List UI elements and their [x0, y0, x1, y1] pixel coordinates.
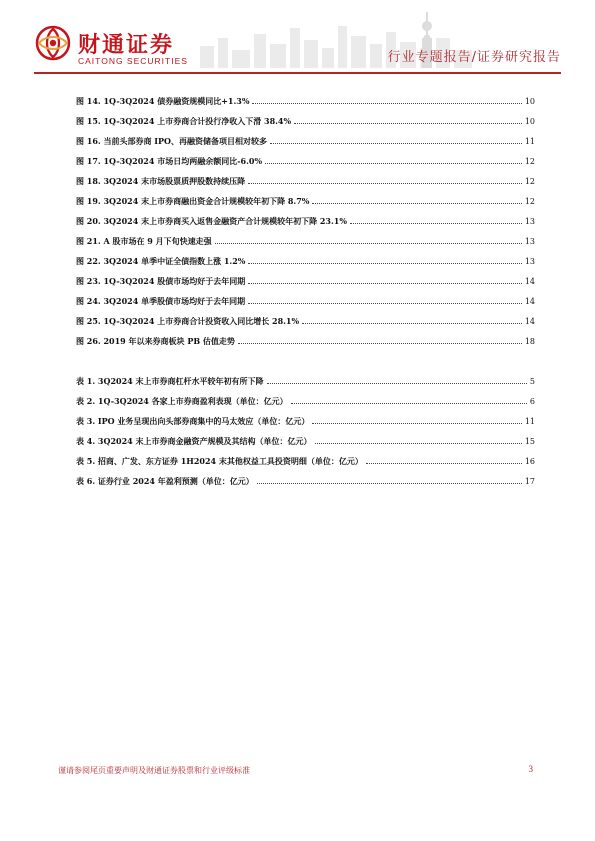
logo-emblem-icon: [34, 24, 72, 62]
toc-entry-title: 图 17. 1Q-3Q2024 市场日均两融余额同比-6.0%: [76, 156, 263, 166]
toc-entry-page: 11: [524, 417, 535, 426]
toc-entry-page: 18: [524, 337, 535, 346]
toc-leader-dots: [215, 242, 522, 244]
company-logo: [34, 24, 188, 74]
toc-leader-dots: [248, 282, 522, 284]
toc-entry-title: 图 21. A 股市场在 9 月下旬快速走强: [76, 236, 212, 246]
toc-entry-title: 表 4. 3Q2024 末上市券商金融资产规模及其结构（单位：亿元）: [76, 436, 312, 446]
toc-entry-page: 14: [524, 277, 535, 286]
toc-leader-dots: [257, 482, 522, 484]
toc-entry[interactable]: [76, 414, 535, 427]
toc-leader-dots: [248, 262, 521, 264]
toc-entry-page: 12: [524, 177, 535, 186]
toc-entry-page: 14: [524, 297, 535, 306]
toc-entry[interactable]: [76, 454, 535, 467]
toc-entry-title: 表 3. IPO 业务呈现出向头部券商集中的马太效应（单位：亿元）: [76, 416, 310, 426]
toc-entry[interactable]: [76, 134, 535, 147]
toc-entry[interactable]: [76, 274, 535, 287]
toc-entry-title: 图 23. 1Q-3Q2024 股债市场均好于去年同期: [76, 276, 246, 286]
toc-entry-page: 16: [524, 457, 535, 466]
page-header: [0, 0, 595, 92]
toc-leader-dots: [366, 462, 522, 464]
logo-text-cn: 财通证券: [78, 33, 175, 58]
header-divider: [34, 72, 561, 74]
toc-leader-dots: [350, 222, 522, 224]
toc-entry-title: 图 18. 3Q2024 末市场股票质押股数持续压降: [76, 176, 246, 186]
report-type-label: 行业专题报告/证券研究报告: [387, 50, 561, 65]
toc-entry[interactable]: [76, 114, 535, 127]
toc-entry[interactable]: [76, 234, 535, 247]
toc-entry[interactable]: [76, 194, 535, 207]
toc-entry-page: 12: [524, 157, 535, 166]
toc-entry-title: 图 15. 1Q-3Q2024 上市券商合计投行净收入下滑 38.4%: [76, 116, 292, 126]
toc-entry[interactable]: [76, 214, 535, 227]
toc-leader-dots: [291, 402, 527, 404]
toc-entry-page: 13: [524, 217, 535, 226]
toc-entry-title: 图 25. 1Q-3Q2024 上市券商合计投资收入同比增长 28.1%: [76, 316, 300, 326]
toc-entry-page: 15: [524, 437, 535, 446]
toc-entry-page: 11: [524, 137, 535, 146]
toc-leader-dots: [265, 162, 522, 164]
toc-entry-page: 13: [524, 257, 535, 266]
toc-entry[interactable]: [76, 394, 535, 407]
toc-entry-title: 图 19. 3Q2024 末上市券商融出资金合计规模较年初下降 8.7%: [76, 196, 310, 206]
toc-leader-dots: [315, 442, 522, 444]
toc-entry-title: 图 20. 3Q2024 末上市券商买入返售金融资产合计规模较年初下降 23.1%: [76, 216, 347, 226]
toc-leader-dots: [270, 142, 522, 144]
toc-leader-dots: [267, 382, 527, 384]
toc-entry-title: 图 24. 3Q2024 单季股债市场均好于去年同期: [76, 296, 246, 306]
logo-text-en: CAITONG SECURITIES: [78, 56, 188, 66]
toc-entry[interactable]: [76, 314, 535, 327]
toc-entry-page: 13: [524, 237, 535, 246]
toc-leader-dots: [312, 202, 521, 204]
toc-leader-dots: [238, 342, 522, 344]
toc-entry[interactable]: [76, 254, 535, 267]
toc-entry-page: 12: [524, 197, 535, 206]
toc-entry-page: 10: [524, 97, 535, 106]
toc-leader-dots: [248, 182, 522, 184]
toc-entry-page: 10: [524, 117, 535, 126]
toc-entry-title: 图 22. 3Q2024 单季中证全债指数上涨 1.2%: [76, 256, 246, 266]
toc-leader-dots: [302, 322, 522, 324]
toc-entry-page: 5: [529, 377, 535, 386]
toc-entry-title: 表 1. 3Q2024 末上市券商杠杆水平较年初有所下降: [76, 376, 264, 386]
disclaimer-note: 谨请参阅尾页重要声明及财通证券股票和行业评级标准: [58, 766, 250, 775]
toc-entry-title: 图 14. 1Q-3Q2024 债券融资规模同比+1.3%: [76, 96, 250, 106]
toc-entry-title: 图 16. 当前头部券商 IPO、再融资储备项目相对较多: [76, 136, 267, 146]
toc-entry-title: 表 2. 1Q-3Q2024 各家上市券商盈利表现（单位：亿元）: [76, 396, 288, 406]
toc-entry-title: 图 26. 2019 年以来券商板块 PB 估值走势: [76, 336, 235, 346]
toc-entry[interactable]: [76, 434, 535, 447]
toc-leader-dots: [312, 422, 521, 424]
toc-entry[interactable]: [76, 334, 535, 347]
toc-entry[interactable]: [76, 94, 535, 107]
toc-entry-title: 表 5. 招商、广发、东方证券 1H2024 末其他权益工具投资明细（单位：亿元）: [76, 456, 363, 466]
toc-leader-dots: [248, 302, 522, 304]
toc-entry[interactable]: [76, 374, 535, 387]
toc-entry-page: 14: [524, 317, 535, 326]
toc-entry[interactable]: [76, 154, 535, 167]
page-number: 3: [528, 764, 533, 774]
toc-leader-dots: [252, 102, 521, 104]
toc-entry[interactable]: [76, 174, 535, 187]
toc-entry[interactable]: [76, 294, 535, 307]
toc-entry-title: 表 6. 证券行业 2024 年盈利预测（单位：亿元）: [76, 476, 254, 486]
toc-entry[interactable]: [76, 474, 535, 487]
toc-entry-page: 6: [529, 397, 535, 406]
toc-entry-page: 17: [524, 477, 535, 486]
toc-leader-dots: [294, 122, 522, 124]
